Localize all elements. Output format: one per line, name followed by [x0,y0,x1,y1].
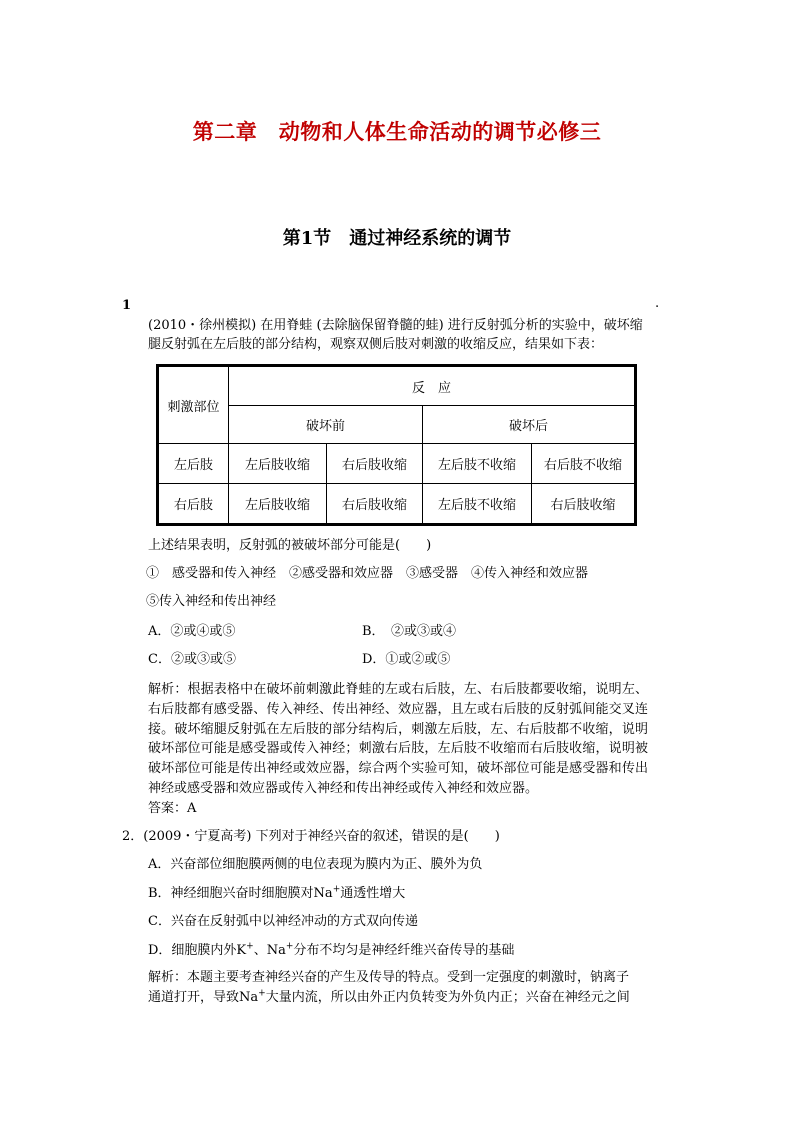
header-response: 反 应 [229,366,636,406]
option-a: A．②或④或⑤ [148,624,236,639]
cell-after-left: 左后肢不收缩 [423,444,532,484]
cell-after-left: 左后肢不收缩 [423,484,532,525]
q2-option-c: C．兴奋在反射弧中以神经冲动的方式双向传递 [148,914,418,929]
table-row [158,444,636,484]
header-before: 破坏前 [229,406,423,444]
question-1-dot: . [655,296,660,311]
question-1-prompt: 上述结果表明，反射弧的被破坏部分可能是( ) [148,538,432,553]
question-2-analysis-line1: 解析：本题主要考查神经兴奋的产生及传导的特点。受到一定强度的刺激时，钠离子 [148,970,630,985]
cell-before-left: 左后肢收缩 [229,444,327,484]
question-1-analysis: 解析：根据表格中在破坏前刺激此脊蛙的左或右后肢，左、右后肢都要收缩，说明左、右后肢都有感受器、传入神经、传出神经、效应器，且左或右后肢的反射弧间能交叉连接。破坏缩腿反射弧在左后肢的部分结构后，刺激左后肢，左、右后肢都不收缩，说明破坏部位可能是感受器或传入神经；刺激右后肢，左后肢不收缩而右后肢收缩，说明被破坏部位可能是传出神经或效应器，综合两个实验可知，破坏部位可能是感受器和传出神经或感受器和效应器或传入神经和传出神经或传入神经和效应器。 [148,682,648,796]
cell-after-right: 右后肢收缩 [532,484,636,525]
q2-option-a: A．兴奋部位细胞膜两侧的电位表现为膜内为正、膜外为负 [148,857,483,872]
cell-site: 右后肢 [158,484,229,525]
cell-site: 左后肢 [158,444,229,484]
question-2-analysis-line2: 通道打开，导致Na+大量内流，所以由外正内负转变为外负内正；兴奋在神经元之间 [148,988,630,1005]
cell-before-right: 右后肢收缩 [327,444,423,484]
results-table [156,364,637,526]
question-2-stem: 2．(2009・宁夏高考) 下列对于神经兴奋的叙述，错误的是( ) [122,829,500,844]
header-stimulus-site: 刺激部位 [158,366,229,444]
option-b: B． ②或③或④ [362,624,457,639]
question-1-items-line1: ① 感受器和传入神经 ②感受器和效应器 ③感受器 ④传入神经和效应器 [146,566,589,581]
chapter-title: 第二章 动物和人体生命活动的调节必修三 [192,119,602,144]
option-c: C．②或③或⑤ [148,652,236,667]
q2-option-d: D．细胞膜内外K+、Na+分布不均匀是神经纤维兴奋传导的基础 [148,941,515,958]
question-1-stem-line1: (2010・徐州模拟) 在用脊蛙 (去除脑保留脊髓的蛙) 进行反射弧分析的实验中，破坏缩 [148,318,643,333]
cell-before-left: 左后肢收缩 [229,484,327,525]
question-1-items-line2: ⑤传入神经和传出神经 [146,594,277,609]
q2-option-b: B．神经细胞兴奋时细胞膜对Na+通透性增大 [148,884,406,901]
header-after: 破坏后 [423,406,636,444]
cell-after-right: 右后肢不收缩 [532,444,636,484]
question-1-number: 1 [122,298,132,313]
cell-before-right: 右后肢收缩 [327,484,423,525]
option-d: D．①或②或⑤ [362,652,451,667]
question-1-stem-line2: 腿反射弧在左后肢的部分结构，观察双侧后肢对刺激的收缩反应，结果如下表： [148,337,604,352]
question-1-answer: 答案：A [148,801,197,816]
table-row [158,484,636,525]
section-title: 第1节 通过神经系统的调节 [282,228,512,249]
